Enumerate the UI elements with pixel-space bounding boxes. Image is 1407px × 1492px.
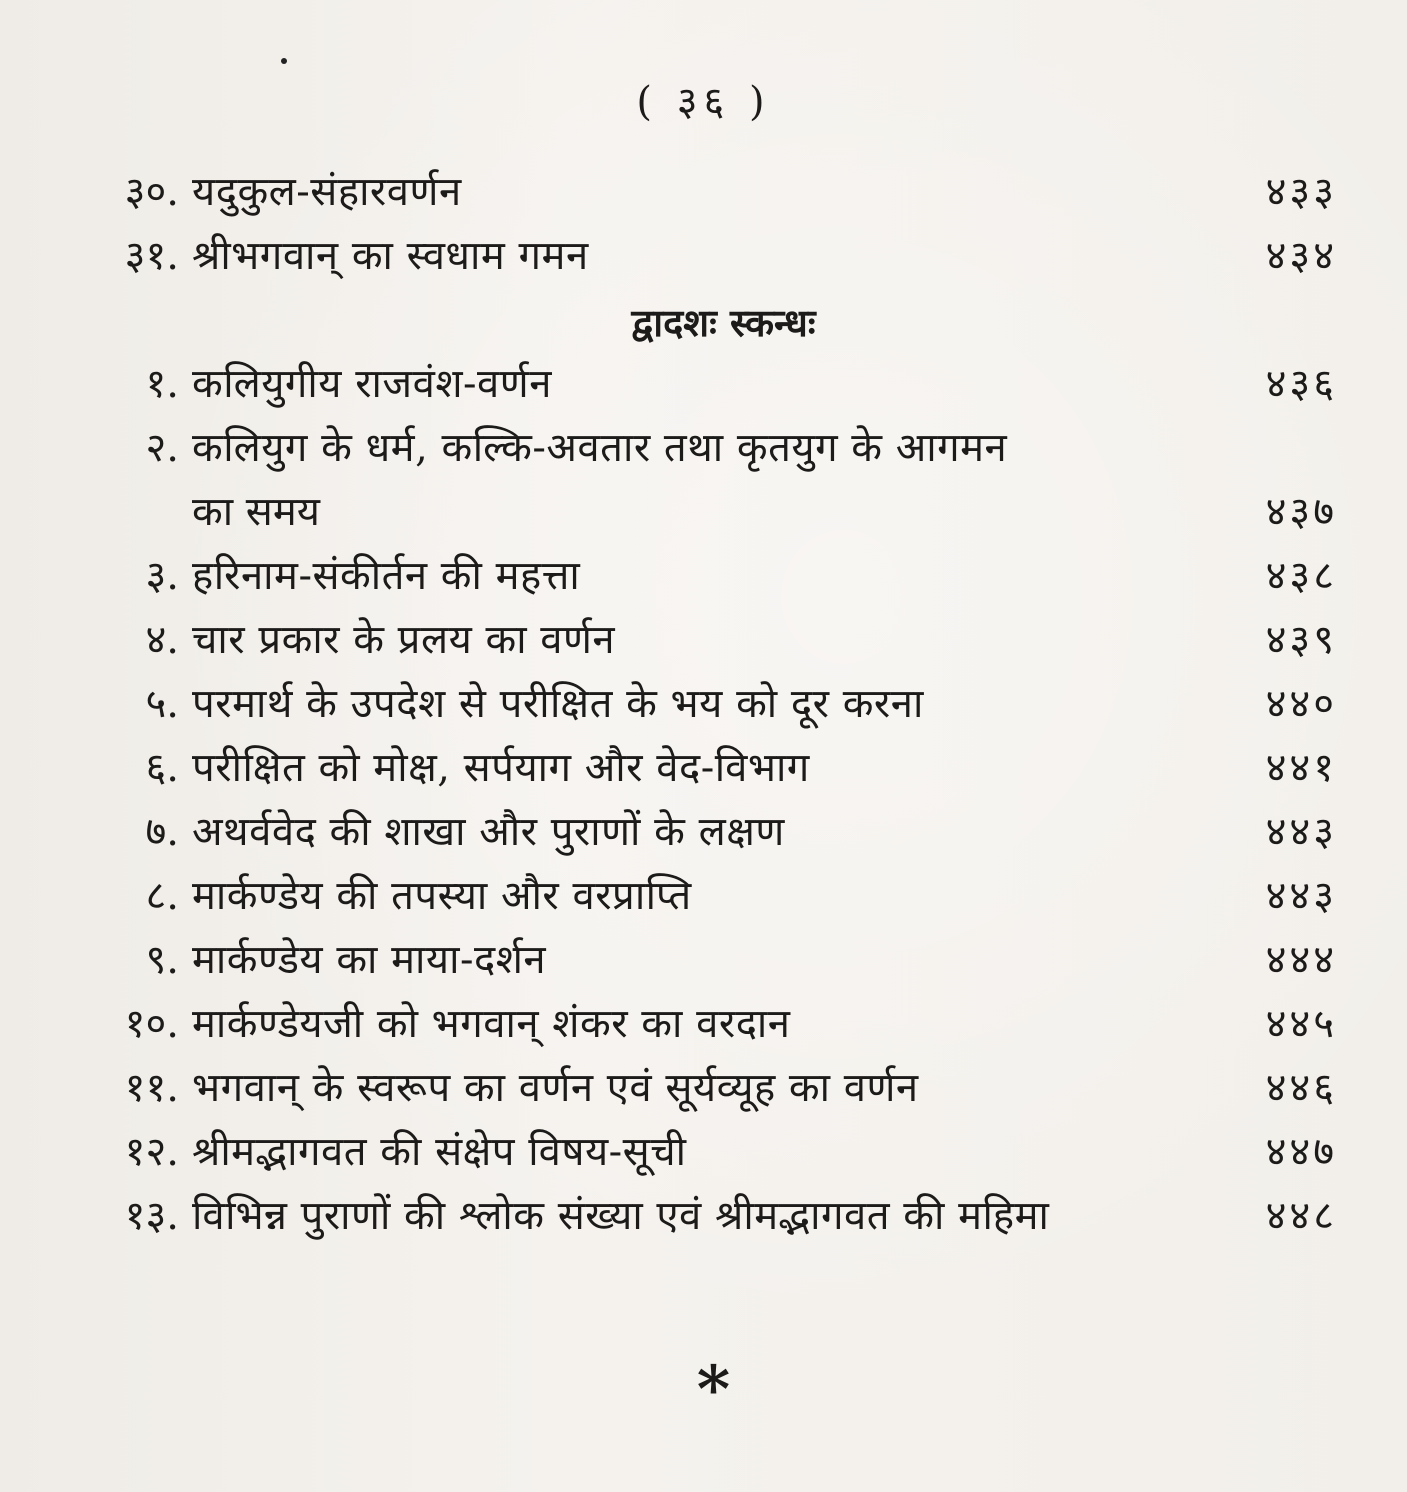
entry-number: १२. — [124, 1129, 179, 1175]
asterisk-ornament: * — [696, 1352, 731, 1427]
toc-entry — [0, 162, 1407, 222]
entry-title: श्रीमद्भागवत की संक्षेप विषय-सूची — [192, 1129, 687, 1175]
toc-entry — [0, 1186, 1407, 1246]
entry-title: मार्कण्डेय की तपस्या और वरप्राप्ति — [192, 873, 692, 919]
toc-entry — [0, 1058, 1407, 1118]
entry-page: ४४३ — [1265, 873, 1337, 919]
entry-number: ४. — [145, 617, 179, 663]
entry-number: १०. — [124, 1001, 179, 1047]
entry-page: ४३४ — [1265, 233, 1337, 279]
entry-number: ९. — [145, 937, 179, 983]
toc-entry — [0, 994, 1407, 1054]
entry-page: ४३८ — [1265, 553, 1337, 599]
entry-title: मार्कण्डेय का माया-दर्शन — [192, 937, 547, 983]
toc-entry — [0, 866, 1407, 926]
entry-title: परमार्थ के उपदेश से परीक्षित के भय को दूर करना — [192, 681, 924, 727]
ink-speck — [281, 58, 287, 64]
toc-entry — [0, 1122, 1407, 1182]
entry-title: श्रीभगवान् का स्वधाम गमन — [192, 233, 589, 279]
toc-entry — [0, 546, 1407, 606]
entry-title: भगवान् के स्वरूप का वर्णन एवं सूर्यव्यूह का वर्णन — [192, 1065, 919, 1111]
entry-page: ४४३ — [1265, 809, 1337, 855]
toc-entry — [0, 802, 1407, 862]
entry-number: ५. — [145, 681, 179, 727]
entry-number: ३१. — [124, 233, 179, 279]
entry-number: ८. — [145, 873, 179, 919]
section-heading: द्वादशः स्कन्धः — [631, 300, 816, 345]
entry-page: ४४७ — [1265, 1129, 1337, 1175]
entry-page: ४४० — [1265, 681, 1337, 727]
entry-title: कलियुग के धर्म, कल्कि-अवतार तथा कृतयुग के आगमन — [192, 425, 1008, 471]
entry-page: ४४४ — [1265, 937, 1337, 983]
entry-page: ४४१ — [1265, 745, 1337, 791]
entry-title: परीक्षित को मोक्ष, सर्पयाग और वेद-विभाग — [192, 745, 810, 791]
entry-title: कलियुगीय राजवंश-वर्णन — [192, 361, 552, 407]
entry-number: ६. — [145, 745, 179, 791]
entry-title: मार्कण्डेयजी को भगवान् शंकर का वरदान — [192, 1001, 791, 1047]
entry-title: हरिनाम-संकीर्तन की महत्ता — [192, 553, 581, 599]
toc-entry — [0, 226, 1407, 286]
page-number: ( ३६ ) — [636, 79, 771, 125]
entry-title-continuation: का समय — [192, 489, 320, 535]
entry-number: १. — [145, 361, 179, 407]
entry-number: १३. — [124, 1193, 179, 1239]
entry-page: ४४५ — [1265, 1001, 1337, 1047]
entry-number: ७. — [145, 809, 179, 855]
toc-entry — [0, 738, 1407, 798]
entry-page: ४३३ — [1265, 169, 1337, 215]
toc-entry — [0, 674, 1407, 734]
entry-number: २. — [145, 425, 179, 471]
toc-entry — [0, 354, 1407, 414]
entry-page: ४४६ — [1265, 1065, 1337, 1111]
entry-page: ४३७ — [1265, 489, 1337, 535]
entry-title: यदुकुल-संहारवर्णन — [192, 169, 462, 215]
entry-number: ११. — [124, 1065, 179, 1111]
entry-number: ३०. — [124, 169, 179, 215]
entry-page: ४४८ — [1265, 1193, 1337, 1239]
entry-page: ४३९ — [1265, 617, 1337, 663]
toc-entry — [0, 418, 1407, 478]
entry-number: ३. — [145, 553, 179, 599]
toc-entry — [0, 610, 1407, 670]
entry-title: विभिन्न पुराणों की श्लोक संख्या एवं श्रीमद्भागवत की महिमा — [192, 1193, 1050, 1239]
toc-entry-continuation — [0, 482, 1407, 542]
entry-title: अथर्ववेद की शाखा और पुराणों के लक्षण — [192, 809, 785, 855]
entry-page: ४३६ — [1265, 361, 1337, 407]
toc-entry — [0, 930, 1407, 990]
entry-title: चार प्रकार के प्रलय का वर्णन — [192, 617, 616, 663]
